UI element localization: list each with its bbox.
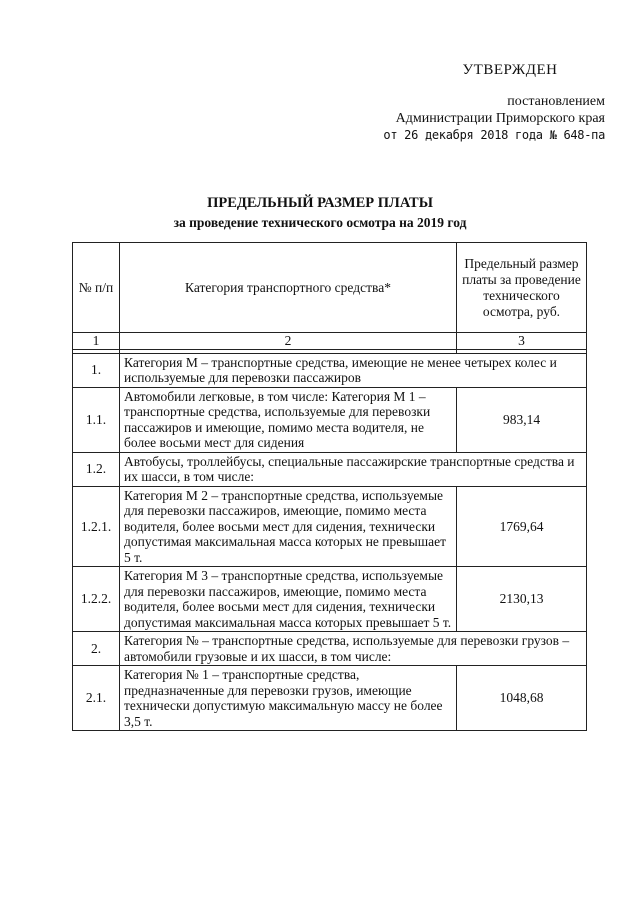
table-row <box>73 666 587 731</box>
colnum-1: 1 <box>73 333 120 350</box>
table-row <box>73 387 587 452</box>
row-category: Категория № 1 – транспортные средства, предназначенные для перевозки грузов, имеющие технически допустимую максимальную массу не более 3,5 т. <box>120 666 457 731</box>
colnum-2: 2 <box>120 333 457 350</box>
row-num: 1.1. <box>73 387 120 452</box>
row-price: 1048,68 <box>457 666 587 731</box>
header-price: Предельный размер платы за проведение технического осмотра, руб. <box>457 243 587 333</box>
approval-line-3: от 26 декабря 2018 года № 648-па <box>383 128 605 142</box>
document-title <box>0 194 640 232</box>
table-row <box>73 353 587 387</box>
table-row <box>73 567 587 632</box>
table-row <box>73 486 587 567</box>
header-num: № п/п <box>73 243 120 333</box>
colnum-3: 3 <box>457 333 587 350</box>
approval-line-2: Администрации Приморского края <box>395 111 605 126</box>
header-category: Категория транспортного средства* <box>120 243 457 333</box>
row-num: 1.2. <box>73 452 120 486</box>
title-main: ПРЕДЕЛЬНЫЙ РАЗМЕР ПЛАТЫ <box>207 195 433 211</box>
approval-stamp: УТВЕРЖДЕН <box>462 62 558 78</box>
title-sub: за проведение технического осмотра на 2019 год <box>173 215 467 230</box>
table-row <box>73 452 587 486</box>
row-category: Автобусы, троллейбусы, специальные пассажирские транспортные средства и их шасси, в том числе: <box>120 452 587 486</box>
row-num: 1.2.2. <box>73 567 120 632</box>
approval-line-1: постановлением <box>507 94 605 109</box>
row-category: Автомобили легковые, в том числе: Категория M 1 – транспортные средства, используемые для перевозки пассажиров и имеющие, помимо места водителя, не более восьми мест для сидения <box>120 387 457 452</box>
fee-table <box>72 242 587 731</box>
column-number-row <box>73 333 587 350</box>
row-category: Категория M – транспортные средства, имеющие не менее четырех колес и используемые для перевозки пассажиров <box>120 353 587 387</box>
row-num: 2.1. <box>73 666 120 731</box>
row-category: Категория № – транспортные средства, используемые для перевозки грузов – автомобили грузовые и их шасси, в том числе: <box>120 632 587 666</box>
table-row <box>73 632 587 666</box>
row-num: 1.2.1. <box>73 486 120 567</box>
approval-block <box>355 62 605 144</box>
row-num: 1. <box>73 353 120 387</box>
table-header-row <box>73 243 587 333</box>
row-price: 1769,64 <box>457 486 587 567</box>
row-price: 2130,13 <box>457 567 587 632</box>
row-num: 2. <box>73 632 120 666</box>
row-price: 983,14 <box>457 387 587 452</box>
row-category: Категория M 3 – транспортные средства, используемые для перевозки пассажиров, имеющие, помимо места водителя, более восьми мест для сидения, технически допустимая максимальная масса которых превышает 5 т. <box>120 567 457 632</box>
row-category: Категория M 2 – транспортные средства, используемые для перевозки пассажиров, имеющие, помимо места водителя, более восьми мест для сидения, технически допустимая максимальная масса которых не превышает 5 т. <box>120 486 457 567</box>
